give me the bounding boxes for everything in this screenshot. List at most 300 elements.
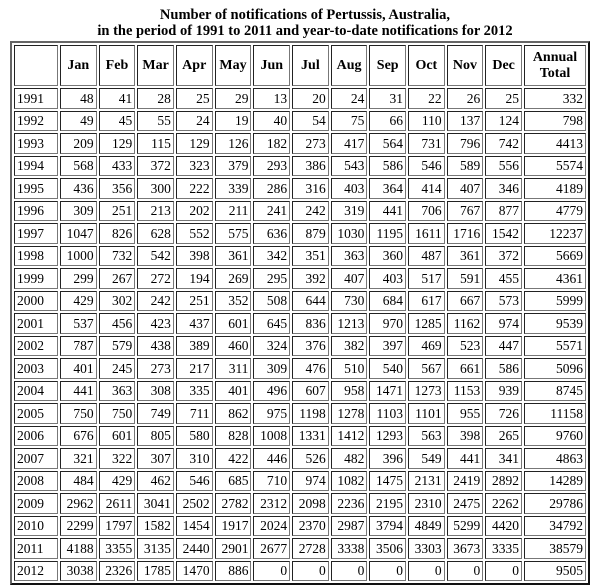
value-cell: 1008 [253, 426, 290, 447]
value-cell: 731 [408, 133, 445, 154]
value-cell: 2677 [253, 538, 290, 559]
value-cell: 1716 [447, 223, 484, 244]
value-cell: 1611 [408, 223, 445, 244]
value-cell: 726 [485, 403, 522, 424]
value-cell: 706 [408, 201, 445, 222]
year-cell: 2005 [14, 403, 58, 424]
value-cell: 124 [485, 111, 522, 132]
value-cell: 126 [215, 133, 252, 154]
value-cell: 676 [60, 426, 97, 447]
value-cell: 1101 [408, 403, 445, 424]
value-cell: 970 [369, 313, 406, 334]
value-cell: 3338 [331, 538, 368, 559]
annual-total-cell: 4779 [524, 201, 586, 222]
value-cell: 241 [253, 201, 290, 222]
value-cell: 20 [292, 88, 329, 109]
value-cell: 2962 [60, 493, 97, 514]
annual-total-cell: 29786 [524, 493, 586, 514]
year-cell: 2000 [14, 291, 58, 312]
value-cell: 482 [331, 448, 368, 469]
value-cell: 1331 [292, 426, 329, 447]
year-cell: 2006 [14, 426, 58, 447]
table-row [14, 381, 586, 402]
table-row [14, 358, 586, 379]
value-cell: 129 [176, 133, 213, 154]
annual-total-cell: 5096 [524, 358, 586, 379]
annual-total-cell: 11158 [524, 403, 586, 424]
value-cell: 862 [215, 403, 252, 424]
value-cell: 1195 [369, 223, 406, 244]
value-cell: 194 [176, 268, 213, 289]
value-cell: 2728 [292, 538, 329, 559]
column-header-feb: Feb [99, 45, 136, 86]
annual-total-cell: 5999 [524, 291, 586, 312]
annual-total-cell: 9505 [524, 561, 586, 582]
value-cell: 1542 [485, 223, 522, 244]
year-cell: 2004 [14, 381, 58, 402]
annual-total-cell: 4189 [524, 178, 586, 199]
value-cell: 429 [60, 291, 97, 312]
value-cell: 552 [176, 223, 213, 244]
value-cell: 389 [176, 336, 213, 357]
pertussis-table [10, 41, 590, 585]
value-cell: 1047 [60, 223, 97, 244]
value-cell: 441 [60, 381, 97, 402]
table-row [14, 268, 586, 289]
value-cell: 732 [99, 246, 136, 267]
annual-total-cell: 332 [524, 88, 586, 109]
value-cell: 767 [447, 201, 484, 222]
value-cell: 517 [408, 268, 445, 289]
value-cell: 796 [447, 133, 484, 154]
year-cell: 1998 [14, 246, 58, 267]
value-cell: 31 [369, 88, 406, 109]
value-cell: 265 [485, 426, 522, 447]
value-cell: 886 [215, 561, 252, 582]
value-cell: 549 [408, 448, 445, 469]
value-cell: 2236 [331, 493, 368, 514]
value-cell: 579 [99, 336, 136, 357]
value-cell: 447 [485, 336, 522, 357]
value-cell: 386 [292, 156, 329, 177]
value-cell: 0 [331, 561, 368, 582]
value-cell: 137 [447, 111, 484, 132]
value-cell: 66 [369, 111, 406, 132]
year-cell: 2003 [14, 358, 58, 379]
value-cell: 24 [176, 111, 213, 132]
value-cell: 438 [137, 336, 174, 357]
column-header-oct: Oct [408, 45, 445, 86]
value-cell: 398 [176, 246, 213, 267]
table-row [14, 313, 586, 334]
value-cell: 40 [253, 111, 290, 132]
year-cell: 2011 [14, 538, 58, 559]
year-cell: 2001 [14, 313, 58, 334]
value-cell: 309 [253, 358, 290, 379]
value-cell: 0 [485, 561, 522, 582]
table-row [14, 246, 586, 267]
value-cell: 2310 [408, 493, 445, 514]
value-cell: 372 [485, 246, 522, 267]
value-cell: 958 [331, 381, 368, 402]
value-cell: 364 [369, 178, 406, 199]
annual-total-cell: 14289 [524, 471, 586, 492]
table-row [14, 223, 586, 244]
value-cell: 1000 [60, 246, 97, 267]
value-cell: 828 [215, 426, 252, 447]
value-cell: 955 [447, 403, 484, 424]
value-cell: 2440 [176, 538, 213, 559]
year-cell: 1991 [14, 88, 58, 109]
value-cell: 575 [215, 223, 252, 244]
year-cell: 1997 [14, 223, 58, 244]
value-cell: 591 [447, 268, 484, 289]
value-cell: 3355 [99, 538, 136, 559]
table-row [14, 336, 586, 357]
value-cell: 540 [369, 358, 406, 379]
value-cell: 742 [485, 133, 522, 154]
value-cell: 323 [176, 156, 213, 177]
column-header-mar: Mar [137, 45, 174, 86]
year-cell: 2008 [14, 471, 58, 492]
column-header-apr: Apr [176, 45, 213, 86]
value-cell: 217 [176, 358, 213, 379]
annual-total-cell: 12237 [524, 223, 586, 244]
value-cell: 295 [253, 268, 290, 289]
value-cell: 433 [99, 156, 136, 177]
value-cell: 711 [176, 403, 213, 424]
value-cell: 487 [408, 246, 445, 267]
value-cell: 2782 [215, 493, 252, 514]
value-cell: 2024 [253, 516, 290, 537]
annual-total-cell: 5669 [524, 246, 586, 267]
value-cell: 414 [408, 178, 445, 199]
year-cell: 1999 [14, 268, 58, 289]
value-cell: 209 [60, 133, 97, 154]
value-cell: 1153 [447, 381, 484, 402]
value-cell: 1285 [408, 313, 445, 334]
value-cell: 361 [447, 246, 484, 267]
value-cell: 251 [176, 291, 213, 312]
value-cell: 496 [253, 381, 290, 402]
year-cell: 1996 [14, 201, 58, 222]
value-cell: 2312 [253, 493, 290, 514]
table-container [10, 41, 590, 585]
value-cell: 879 [292, 223, 329, 244]
annual-total-line-2: Total [539, 65, 571, 81]
value-cell: 685 [215, 471, 252, 492]
value-cell: 805 [137, 426, 174, 447]
value-cell: 398 [447, 426, 484, 447]
value-cell: 5299 [447, 516, 484, 537]
value-cell: 476 [292, 358, 329, 379]
value-cell: 41 [99, 88, 136, 109]
value-cell: 429 [99, 471, 136, 492]
value-cell: 1475 [369, 471, 406, 492]
value-cell: 2475 [447, 493, 484, 514]
value-cell: 1162 [447, 313, 484, 334]
value-cell: 586 [369, 156, 406, 177]
value-cell: 382 [331, 336, 368, 357]
value-cell: 75 [331, 111, 368, 132]
value-cell: 3041 [137, 493, 174, 514]
value-cell: 319 [331, 201, 368, 222]
value-cell: 460 [215, 336, 252, 357]
value-cell: 975 [253, 403, 290, 424]
value-cell: 321 [60, 448, 97, 469]
annual-total-cell: 5571 [524, 336, 586, 357]
annual-total-cell: 9760 [524, 426, 586, 447]
table-row [14, 538, 586, 559]
value-cell: 2419 [447, 471, 484, 492]
value-cell: 309 [60, 201, 97, 222]
value-cell: 273 [137, 358, 174, 379]
value-cell: 1412 [331, 426, 368, 447]
value-cell: 455 [485, 268, 522, 289]
annual-total-cell: 4413 [524, 133, 586, 154]
value-cell: 437 [176, 313, 213, 334]
value-cell: 2502 [176, 493, 213, 514]
value-cell: 508 [253, 291, 290, 312]
value-cell: 2901 [215, 538, 252, 559]
value-cell: 401 [215, 381, 252, 402]
value-cell: 1582 [137, 516, 174, 537]
value-cell: 363 [99, 381, 136, 402]
value-cell: 537 [60, 313, 97, 334]
value-cell: 22 [408, 88, 445, 109]
value-cell: 787 [60, 336, 97, 357]
annual-total-cell: 38579 [524, 538, 586, 559]
value-cell: 245 [99, 358, 136, 379]
column-header-aug: Aug [331, 45, 368, 86]
value-cell: 3794 [369, 516, 406, 537]
year-cell: 2007 [14, 448, 58, 469]
value-cell: 269 [215, 268, 252, 289]
value-cell: 564 [369, 133, 406, 154]
value-cell: 2195 [369, 493, 406, 514]
value-cell: 242 [137, 291, 174, 312]
value-cell: 2611 [99, 493, 136, 514]
column-header-annual-total [524, 45, 586, 86]
value-cell: 341 [485, 448, 522, 469]
table-row [14, 88, 586, 109]
value-cell: 644 [292, 291, 329, 312]
value-cell: 3135 [137, 538, 174, 559]
value-cell: 636 [253, 223, 290, 244]
value-cell: 573 [485, 291, 522, 312]
annual-total-cell: 8745 [524, 381, 586, 402]
value-cell: 372 [137, 156, 174, 177]
value-cell: 182 [253, 133, 290, 154]
value-cell: 1030 [331, 223, 368, 244]
value-cell: 1917 [215, 516, 252, 537]
value-cell: 307 [137, 448, 174, 469]
value-cell: 1797 [99, 516, 136, 537]
value-cell: 617 [408, 291, 445, 312]
value-cell: 379 [215, 156, 252, 177]
table-row [14, 403, 586, 424]
value-cell: 601 [99, 426, 136, 447]
value-cell: 29 [215, 88, 252, 109]
value-cell: 272 [137, 268, 174, 289]
value-cell: 213 [137, 201, 174, 222]
value-cell: 299 [60, 268, 97, 289]
value-cell: 546 [176, 471, 213, 492]
value-cell: 3335 [485, 538, 522, 559]
annual-total-cell: 5574 [524, 156, 586, 177]
value-cell: 2892 [485, 471, 522, 492]
table-row [14, 561, 586, 582]
table-row [14, 156, 586, 177]
column-header-jan: Jan [60, 45, 97, 86]
value-cell: 0 [369, 561, 406, 582]
value-cell: 242 [292, 201, 329, 222]
value-cell: 346 [485, 178, 522, 199]
value-cell: 2262 [485, 493, 522, 514]
table-body [14, 88, 586, 581]
value-cell: 25 [485, 88, 522, 109]
value-cell: 2131 [408, 471, 445, 492]
value-cell: 446 [253, 448, 290, 469]
value-cell: 939 [485, 381, 522, 402]
value-cell: 403 [331, 178, 368, 199]
value-cell: 286 [253, 178, 290, 199]
value-cell: 974 [292, 471, 329, 492]
value-cell: 826 [99, 223, 136, 244]
table-row [14, 493, 586, 514]
year-cell: 2012 [14, 561, 58, 582]
value-cell: 308 [137, 381, 174, 402]
value-cell: 4420 [485, 516, 522, 537]
value-cell: 1213 [331, 313, 368, 334]
value-cell: 361 [215, 246, 252, 267]
table-row [14, 111, 586, 132]
value-cell: 351 [292, 246, 329, 267]
value-cell: 417 [331, 133, 368, 154]
value-cell: 2987 [331, 516, 368, 537]
column-header-jun: Jun [253, 45, 290, 86]
value-cell: 54 [292, 111, 329, 132]
value-cell: 710 [253, 471, 290, 492]
value-cell: 267 [99, 268, 136, 289]
value-cell: 601 [215, 313, 252, 334]
value-cell: 543 [331, 156, 368, 177]
value-cell: 376 [292, 336, 329, 357]
value-cell: 2299 [60, 516, 97, 537]
value-cell: 589 [447, 156, 484, 177]
value-cell: 352 [215, 291, 252, 312]
value-cell: 0 [292, 561, 329, 582]
value-cell: 645 [253, 313, 290, 334]
value-cell: 3673 [447, 538, 484, 559]
value-cell: 28 [137, 88, 174, 109]
value-cell: 563 [408, 426, 445, 447]
value-cell: 48 [60, 88, 97, 109]
column-header-may: May [215, 45, 252, 86]
table-title [10, 7, 600, 39]
value-cell: 567 [408, 358, 445, 379]
value-cell: 4188 [60, 538, 97, 559]
year-cell: 1994 [14, 156, 58, 177]
value-cell: 2326 [99, 561, 136, 582]
annual-total-line-1: Annual [532, 49, 578, 65]
value-cell: 441 [447, 448, 484, 469]
value-cell: 1278 [331, 403, 368, 424]
value-cell: 55 [137, 111, 174, 132]
value-cell: 523 [447, 336, 484, 357]
table-row [14, 178, 586, 199]
value-cell: 2370 [292, 516, 329, 537]
value-cell: 202 [176, 201, 213, 222]
table-row [14, 291, 586, 312]
value-cell: 310 [176, 448, 213, 469]
value-cell: 1082 [331, 471, 368, 492]
column-header-dec: Dec [485, 45, 522, 86]
value-cell: 1785 [137, 561, 174, 582]
value-cell: 667 [447, 291, 484, 312]
value-cell: 26 [447, 88, 484, 109]
table-row [14, 471, 586, 492]
value-cell: 49 [60, 111, 97, 132]
value-cell: 877 [485, 201, 522, 222]
value-cell: 1471 [369, 381, 406, 402]
value-cell: 462 [137, 471, 174, 492]
value-cell: 293 [253, 156, 290, 177]
value-cell: 19 [215, 111, 252, 132]
value-cell: 211 [215, 201, 252, 222]
value-cell: 4849 [408, 516, 445, 537]
year-cell: 1995 [14, 178, 58, 199]
year-cell: 2010 [14, 516, 58, 537]
value-cell: 335 [176, 381, 213, 402]
value-cell: 251 [99, 201, 136, 222]
title-line-1: Number of notifications of Pertussis, Australia, [159, 7, 451, 23]
value-cell: 25 [176, 88, 213, 109]
value-cell: 397 [369, 336, 406, 357]
value-cell: 1273 [408, 381, 445, 402]
value-cell: 1293 [369, 426, 406, 447]
value-cell: 322 [99, 448, 136, 469]
value-cell: 13 [253, 88, 290, 109]
value-cell: 356 [99, 178, 136, 199]
value-cell: 422 [215, 448, 252, 469]
value-cell: 580 [176, 426, 213, 447]
value-cell: 110 [408, 111, 445, 132]
value-cell: 456 [99, 313, 136, 334]
value-cell: 423 [137, 313, 174, 334]
value-cell: 115 [137, 133, 174, 154]
corner-header [14, 45, 58, 86]
value-cell: 302 [99, 291, 136, 312]
value-cell: 730 [331, 291, 368, 312]
value-cell: 2098 [292, 493, 329, 514]
value-cell: 469 [408, 336, 445, 357]
value-cell: 0 [253, 561, 290, 582]
value-cell: 401 [60, 358, 97, 379]
value-cell: 607 [292, 381, 329, 402]
annual-total-cell: 4361 [524, 268, 586, 289]
year-cell: 1993 [14, 133, 58, 154]
value-cell: 316 [292, 178, 329, 199]
value-cell: 542 [137, 246, 174, 267]
value-cell: 661 [447, 358, 484, 379]
value-cell: 628 [137, 223, 174, 244]
value-cell: 24 [331, 88, 368, 109]
value-cell: 1198 [292, 403, 329, 424]
value-cell: 129 [99, 133, 136, 154]
annual-total-cell: 4863 [524, 448, 586, 469]
value-cell: 526 [292, 448, 329, 469]
